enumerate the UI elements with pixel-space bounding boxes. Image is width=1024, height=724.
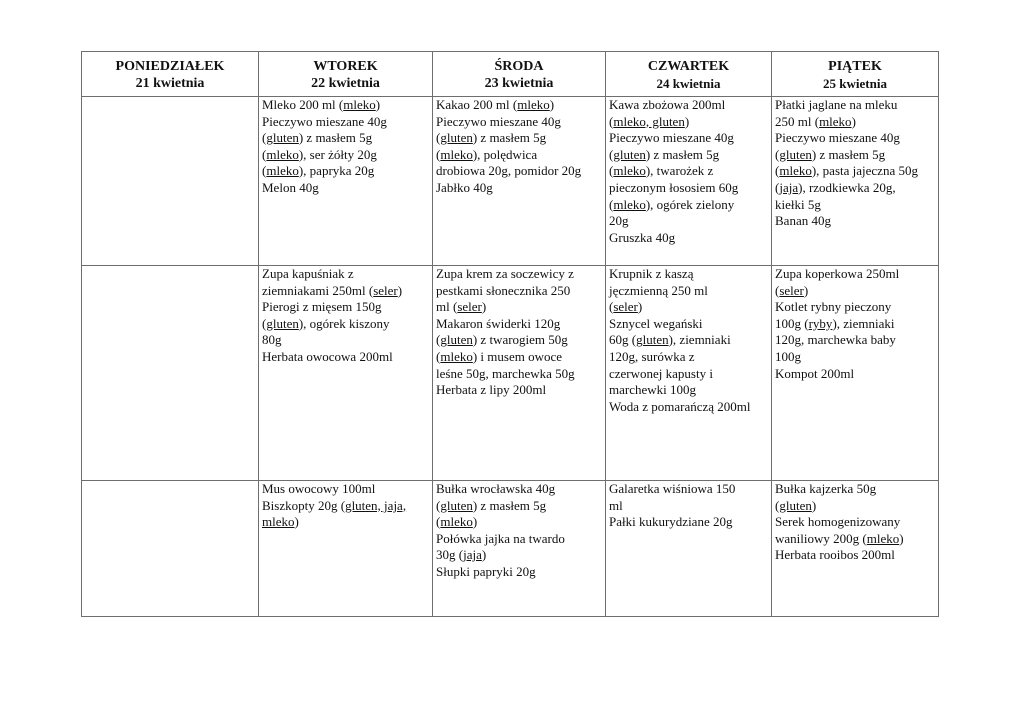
- monday-breakfast-cell: [82, 97, 259, 266]
- meal-lines: [609, 481, 768, 531]
- allergen-label: gluten: [266, 130, 299, 146]
- day-date: 23 kwietnia: [484, 76, 554, 91]
- text-line: Serek homogenizowany: [775, 514, 901, 530]
- drink-line: Herbata owocowa 200ml: [262, 348, 393, 364]
- text-line: jęczmienną 250 ml: [609, 282, 708, 298]
- wednesday-snack-cell: [433, 481, 606, 617]
- header-friday: [772, 52, 939, 97]
- header-thursday: [606, 52, 772, 97]
- text-line: Biszkopty 20g (gluten, jaja,: [262, 497, 407, 513]
- text-line: 120g, surówka z: [609, 348, 695, 364]
- text-line: pestkami słonecznika 250: [436, 282, 571, 298]
- text-line: (seler): [609, 299, 643, 315]
- allergen-label: gluten: [613, 146, 646, 162]
- allergen-label: jaja: [779, 179, 799, 195]
- allergen-label: gluten: [779, 146, 812, 162]
- allergen-label: mleko: [266, 163, 299, 179]
- allergen-label: mleko: [440, 348, 473, 364]
- allergen-label: seler: [613, 299, 638, 315]
- text-line: Pieczywo mieszane 40g: [775, 130, 900, 146]
- allergen-label: mleko: [266, 146, 299, 162]
- text-line: 60g (gluten), ziemniaki: [609, 332, 731, 348]
- text-line: 100g: [775, 348, 801, 364]
- allergen-label: gluten: [636, 332, 669, 348]
- text-line: Kawa zbożowa 200ml: [609, 97, 726, 112]
- text-line: Słupki papryki 20g: [436, 563, 536, 579]
- allergen-label: mleko: [613, 196, 646, 212]
- day-date: 22 kwietnia: [311, 76, 380, 91]
- friday-lunch-cell: [772, 266, 939, 481]
- text-line: Pieczywo mieszane 40g: [262, 113, 387, 129]
- allergen-label: mleko: [866, 530, 900, 546]
- fruit-line: Jabłko 40g: [436, 179, 493, 195]
- drink-line: Woda z pomarańczą 200ml: [609, 398, 751, 414]
- allergen-label: jaja: [463, 547, 482, 563]
- drink-line: Herbata z lipy 200ml: [436, 382, 547, 398]
- allergen-label: seler: [457, 299, 482, 315]
- tuesday-snack-cell: [259, 481, 433, 617]
- allergen-label: gluten, jaja,: [345, 497, 407, 513]
- thursday-snack-cell: [606, 481, 772, 617]
- snack-row: [82, 481, 939, 617]
- allergen-label: mleko: [440, 146, 473, 162]
- text-line: (mleko), ser żółty 20g: [262, 146, 377, 162]
- text-line: Zupa kapuśniak z: [262, 266, 354, 281]
- allergen-label: mleko: [613, 163, 646, 179]
- text-line: (gluten) z masłem 5g: [775, 146, 886, 162]
- meal-lines: [775, 481, 935, 564]
- header-tuesday: [259, 52, 433, 97]
- meal-lines: [609, 97, 768, 230]
- text-line: (mleko), pasta jajeczna 50g: [775, 163, 918, 179]
- meal-lines: [262, 97, 429, 180]
- meal-lines: [775, 266, 935, 366]
- thursday-breakfast-cell: [606, 97, 772, 266]
- text-line: Sznycel wegański: [609, 315, 703, 331]
- text-line: (mleko), papryka 20g: [262, 163, 375, 179]
- text-line: ml (seler): [436, 299, 487, 315]
- meal-lines: [436, 481, 602, 581]
- text-line: Galaretka wiśniowa 150: [609, 481, 736, 496]
- wednesday-breakfast-cell: [433, 97, 606, 266]
- text-line: Krupnik z kaszą: [609, 266, 694, 281]
- text-line: Bułka wrocławska 40g: [436, 481, 556, 496]
- allergen-label: gluten: [266, 315, 299, 331]
- text-line: Kotlet rybny pieczony: [775, 299, 892, 315]
- thursday-lunch-cell: [606, 266, 772, 481]
- day-name: CZWARTEK: [647, 59, 730, 74]
- meal-lines: [262, 266, 429, 349]
- text-line: waniliowy 200g (mleko): [775, 530, 904, 546]
- text-line: kiełki 5g: [775, 196, 821, 212]
- text-line: drobiowa 20g, pomidor 20g: [436, 163, 582, 179]
- allergen-label: mleko, gluten: [613, 113, 685, 129]
- text-line: Pierogi z mięsem 150g: [262, 299, 382, 315]
- text-line: 20g: [609, 213, 629, 229]
- text-line: (mleko), polędwica: [436, 146, 538, 162]
- allergen-label: gluten: [440, 497, 473, 513]
- meal-lines: [436, 97, 602, 180]
- day-date: 24 kwietnia: [656, 76, 721, 91]
- text-line: (mleko), ogórek zielony: [609, 196, 735, 212]
- tuesday-breakfast-cell: [259, 97, 433, 266]
- friday-snack-cell: [772, 481, 939, 617]
- day-name: WTOREK: [313, 59, 378, 74]
- meal-lines: [436, 266, 602, 382]
- allergen-label: mleko: [262, 514, 295, 530]
- text-line: 100g (ryby), ziemniaki: [775, 315, 895, 331]
- meal-lines: [609, 266, 768, 399]
- tuesday-lunch-cell: [259, 266, 433, 481]
- day-date: 25 kwietnia: [823, 76, 887, 91]
- text-line: (gluten) z masłem 5g: [436, 497, 547, 513]
- allergen-label: seler: [779, 282, 804, 298]
- text-line: (gluten): [775, 497, 817, 513]
- text-line: Bułka kajzerka 50g: [775, 481, 877, 496]
- allergen-label: seler: [373, 282, 398, 298]
- text-line: marchewki 100g: [609, 382, 697, 398]
- text-line: (gluten), ogórek kiszony: [262, 315, 390, 331]
- friday-breakfast-cell: [772, 97, 939, 266]
- text-line: Herbata rooibos 200ml: [775, 547, 895, 563]
- text-line: 30g (jaja): [436, 547, 487, 563]
- monday-lunch-cell: [82, 266, 259, 481]
- allergen-label: mleko: [517, 97, 550, 112]
- day-name: ŚRODA: [494, 59, 544, 74]
- day-name: PIĄTEK: [828, 59, 882, 74]
- day-date: 21 kwietnia: [135, 76, 205, 91]
- text-line: (mleko) i musem owoce: [436, 348, 563, 364]
- allergen-label: mleko: [779, 163, 812, 179]
- allergen-label: gluten: [440, 130, 473, 146]
- text-line: Pieczywo mieszane 40g: [436, 113, 561, 129]
- drink-line: Kompot 200ml: [775, 365, 855, 381]
- text-line: Mleko 200 ml (mleko): [262, 97, 381, 112]
- text-line: 80g: [262, 332, 282, 348]
- header-monday: [82, 52, 259, 97]
- text-line: Kakao 200 ml (mleko): [436, 97, 555, 112]
- text-line: mleko): [262, 514, 299, 530]
- text-line: Zupa krem za soczewicy z: [436, 266, 574, 281]
- text-line: Makaron świderki 120g: [436, 315, 561, 331]
- allergen-label: ryby: [808, 315, 833, 331]
- text-line: (mleko), twarożek z: [609, 163, 714, 179]
- text-line: (gluten) z masłem 5g: [609, 146, 720, 162]
- text-line: ziemniakami 250ml (seler): [262, 282, 403, 298]
- text-line: 250 ml (mleko): [775, 113, 856, 129]
- fruit-line: Banan 40g: [775, 213, 831, 229]
- text-line: (gluten) z masłem 5g: [262, 130, 373, 146]
- breakfast-row: [82, 97, 939, 266]
- allergen-label: mleko: [343, 97, 376, 112]
- weekly-menu-table: [81, 51, 939, 617]
- text-line: (gluten) z masłem 5g: [436, 130, 547, 146]
- text-line: Pieczywo mieszane 40g: [609, 130, 734, 146]
- meal-lines: [262, 481, 429, 531]
- day-name: PONIEDZIAŁEK: [115, 59, 225, 74]
- wednesday-lunch-cell: [433, 266, 606, 481]
- fruit-line: Gruszka 40g: [609, 229, 676, 245]
- text-line: (mleko, gluten): [609, 113, 690, 129]
- text-line: czerwonej kapusty i: [609, 365, 713, 381]
- monday-snack-cell: [82, 481, 259, 617]
- text-line: (gluten) z twarogiem 50g: [436, 332, 568, 348]
- meal-lines: [775, 97, 935, 213]
- text-line: ml: [609, 497, 623, 513]
- text-line: 120g, marchewka baby: [775, 332, 896, 348]
- text-line: Połówka jajka na twardo: [436, 530, 565, 546]
- text-line: Płatki jaglane na mleku: [775, 97, 898, 112]
- text-line: (mleko): [436, 514, 478, 530]
- allergen-label: gluten: [440, 332, 473, 348]
- text-line: (jaja), rzodkiewka 20g,: [775, 179, 896, 195]
- text-line: Pałki kukurydziane 20g: [609, 514, 733, 530]
- text-line: Zupa koperkowa 250ml: [775, 266, 900, 281]
- text-line: pieczonym łososiem 60g: [609, 179, 739, 195]
- text-line: Mus owocowy 100ml: [262, 481, 376, 496]
- fruit-line: Melon 40g: [262, 179, 319, 195]
- allergen-label: gluten: [779, 497, 812, 513]
- text-line: leśne 50g, marchewka 50g: [436, 365, 575, 381]
- header-wednesday: [433, 52, 606, 97]
- allergen-label: mleko: [440, 514, 473, 530]
- header-row: [82, 52, 939, 97]
- lunch-row: [82, 266, 939, 481]
- text-line: (seler): [775, 282, 809, 298]
- allergen-label: mleko: [819, 113, 852, 129]
